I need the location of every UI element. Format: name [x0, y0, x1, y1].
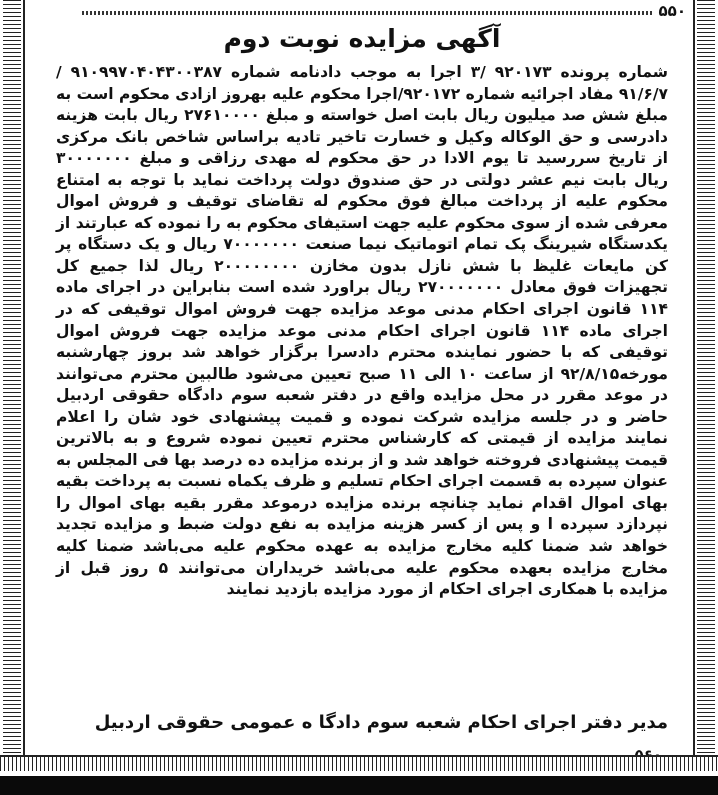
auction-advertisement: [56, 16, 668, 754]
bottom-ruled-strip: [0, 757, 718, 771]
ad-signature: مدیر دفتر اجرای احکام شعبه سوم دادگا ه عمومی حقوقی اردبیل: [94, 712, 668, 733]
right-margin-rule: [697, 0, 715, 760]
bottom-dark-band: [0, 776, 718, 795]
ad-top-number: ۵۵۰: [658, 2, 686, 20]
left-margin-rule: [3, 0, 21, 760]
ad-title: آگهی مزایده نوبت دوم: [223, 24, 501, 53]
ad-body-text: شماره پرونده ۹۲۰۱۷۳ /۳ اجرا به موجب دادنامه شماره ۹۱۰۹۹۷۰۴۰۴۳۰۰۳۸۷ /۹۱/۶/۷ مفاد اجرائیه شماره ۹۲۰۱۷۲/اجرا محکوم علیه بهروز ازادی محکوم است به مبلغ شش صد میلیون ریال بابت اصل خواسته و مبلغ ۲۷۶۱۰۰۰۰ ریال بابت هزینه دادرسی و حق الوکاله وکیل و خسارت تاخیر تادیه براساس شاخص بانک مرکزی از تاریخ سررسید تا یوم الادا در حق محکوم له مهدی رزاقی و مبلغ ۳۰۰۰۰۰۰۰ ریال بابت نیم عشر دولتی در حق صندوق دولت پرداخت نماید با توجه به امتناع محکوم علیه از پرداخت مبالغ فوق محکوم له تقاضای توقیف و فروش اموال معرفی شده از سوی محکوم علیه جهت استیفای محکوم به را نموده که عبارتند از یکدستگاه شیرینگ پک تمام اتوماتیک نیما صنعت ۷۰۰۰۰۰۰۰ ریال و یک دستگاه پر کن مایعات غلیظ با شش نازل بدون مخازن ۲۰۰۰۰۰۰۰۰ ریال لذا جمیع کل تجهیزات فوق معادل ۲۷۰۰۰۰۰۰۰ ریال براورد شده است بنابراین در اجرای ماده ۱۱۴ قانون اجرای احکام مدنی موعد مزایده جهت فروش اموال توقیفی که در اجرای ماده ۱۱۴ قانون اجرای احکام مدنی موعد مزایده جهت فروش اموال توقیفی که با حضور نماینده محترم دادسرا برگزار خواهد شد بروز چهارشنبه مورخه۹۲/۸/۱۵ از ساعت ۱۰ الی ۱۱ صبح تعیین می‌شود طالبین محترم می‌توانند در موعد مقرر در محل مزایده واقع در دفتر شعبه سوم دادگاه حقوقی اردبیل حاضر و در جلسه مزایده شرکت نموده و قمیت پیشنهادی خود شان را اعلام نمایند مزایده از قیمتی که کارشناس محترم تعیین نموده شروع و به بالاترین قیمت پیشنهادی فروخته خواهد شد و از برنده مزایده ده درصد بها فی المجلس به عنوان سپرده به قسمت اجرای احکام تسلیم و ظرف یکماه نسبت به پرداخت بقیه بهای اموال اقدام نماید چنانچه برنده مزایده درموعد مقرر بقیه بهای اموال را نپردازد سپرده ا و پس از کسر هزینه مزایده به نفع دولت ضبط و مزایده تجدید خواهد شد ضمنا کلیه مخارج مزایده به عهده محکوم علیه می‌باشد ضمنا کلیه مخارج مزایده بعهده محکوم علیه می‌باشد خریداران می‌توانند ۵ روز قبل از مزایده با همکاری اجرای احکام از مورد مزایده بازدید نمایند: [56, 63, 669, 599]
top-dotted-rule: [82, 11, 654, 15]
